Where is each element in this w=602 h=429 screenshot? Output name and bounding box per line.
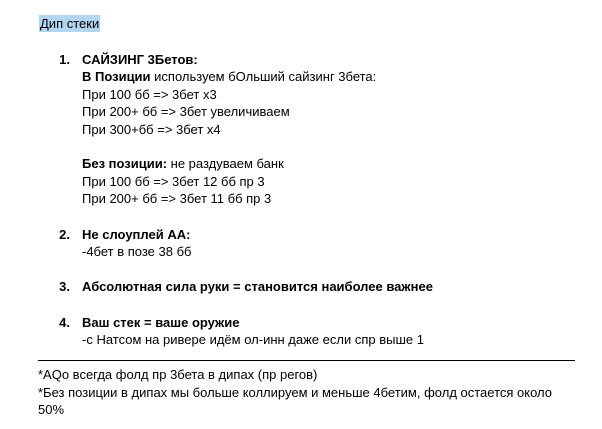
footnote: *Без позиции в дипах мы больше коллируем и меньше 4бетим, фолд остается около <box>38 385 553 400</box>
list-item-line <box>82 68 376 85</box>
item-heading-no-slowplay: Не слоуплей АА: <box>82 227 191 242</box>
list-number: 2. <box>59 227 70 242</box>
item-heading-stack-weapon: Ваш стек = ваше оружие <box>82 315 240 330</box>
list-item-line: При 300+бб => 3бет х4 <box>82 122 221 137</box>
item-heading-3bet-sizing: САЙЗИНГ 3Бетов: <box>82 52 198 67</box>
bold-label: Без позиции: <box>82 156 168 171</box>
list-item-line <box>82 155 284 172</box>
list-item-line: При 100 бб => 3бет 12 бб пр 3 <box>82 174 265 189</box>
list-item-line: -с Натсом на ривере идём ол-инн даже если спр выше 1 <box>82 332 424 347</box>
line-text: не раздуваем банк <box>167 156 284 171</box>
line-text: используем бОльший сайзинг 3бета: <box>150 69 377 84</box>
list-item-line: При 200+ бб => 3бет увеличиваем <box>82 104 290 119</box>
list-item-line: При 100 бб => 3бет х3 <box>82 87 217 102</box>
bold-label: В Позиции <box>82 69 151 84</box>
document-title: Дип стеки <box>40 16 100 31</box>
list-number: 4. <box>59 315 70 330</box>
footnote-continuation: 50% <box>38 402 65 417</box>
list-number: 1. <box>59 52 70 67</box>
item-heading-hand-strength: Абсолютная сила руки = становится наиболее важнее <box>82 279 433 294</box>
list-number: 3. <box>59 279 70 294</box>
list-item-line: При 200+ бб => 3бет 11 бб пр 3 <box>82 191 272 206</box>
list-item-line: -4бет в позе 38 бб <box>82 244 192 259</box>
footnote-divider <box>38 360 575 361</box>
footnote: *AQo всегда фолд пр 3бета в дипах (пр регов) <box>38 367 318 382</box>
